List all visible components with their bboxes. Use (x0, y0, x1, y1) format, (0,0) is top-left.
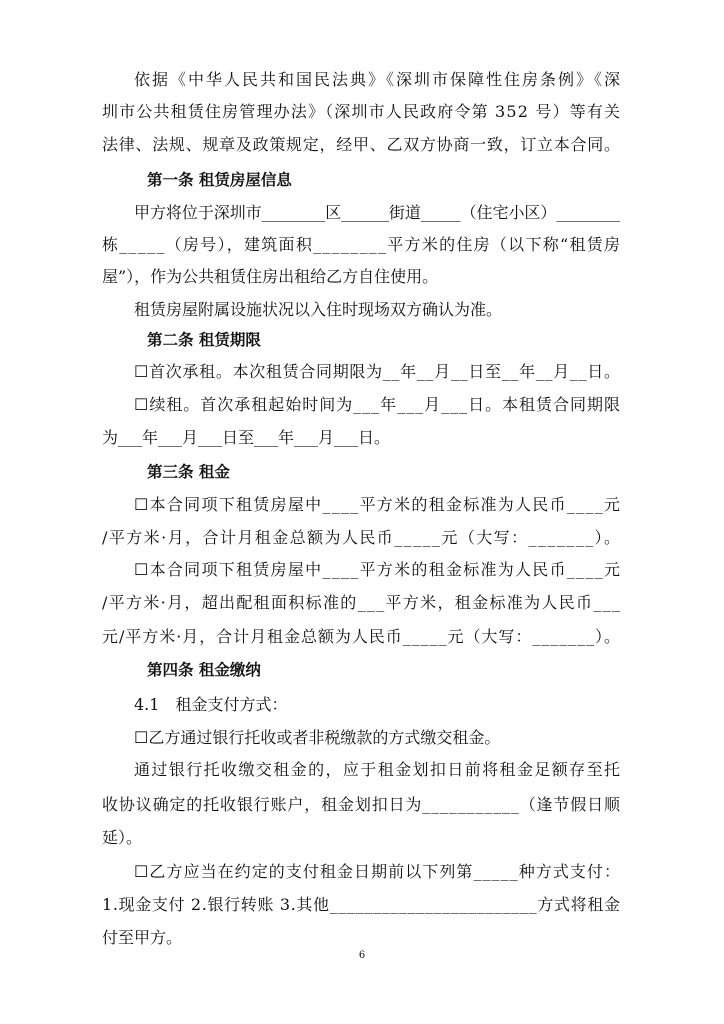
section-heading: 第三条 租金 (147, 463, 230, 481)
text-line: 法律、法规、规章及政策规定，经甲、乙双方协商一致，订立本合同。 (102, 135, 621, 154)
text-line: 4.1 租金支付方式： (134, 695, 288, 714)
text-line: ☐乙方应当在约定的支付租金日期前以下列第_____种方式支付： (134, 862, 622, 881)
text-line: ☐本合同项下租赁房屋中____平方米的租金标准为人民币____元 (134, 495, 622, 514)
text-line: 甲方将位于深圳市________区______街道_____（住宅小区）________ (134, 203, 620, 222)
page-number: 6 (358, 950, 366, 961)
text-line: 屋”），作为公共租赁住房出租给乙方自住使用。 (102, 267, 439, 286)
text-line: ☐本合同项下租赁房屋中____平方米的租金标准为人民币____元 (134, 560, 622, 579)
text-line: 延）。 (102, 828, 143, 847)
text-line: 为___年___月___日至___年___月___日。 (102, 428, 391, 447)
section-heading: 第一条 租赁房屋信息 (147, 171, 292, 189)
text-line: 圳市公共租赁住房管理办法》（深圳市人民政府令第 352 号）等有关 (102, 102, 622, 121)
text-line: ☐续租。首次承租起始时间为___年___月___日。本租赁合同期限 (134, 395, 621, 414)
text-line: /平方米·月，超出配租面积标准的___平方米，租金标准为人民币___ (102, 593, 622, 612)
text-line: /平方米·月，合计月租金总额为人民币_____元（大写：_______）。 (102, 528, 622, 547)
text-line: 栋_____（房号），建筑面积________平方米的住房（以下称“租赁房 (102, 235, 622, 254)
text-line: 1.现金支付 2.银行转账 3.其他________________________方式将租金 (102, 895, 621, 914)
text-line: ☐乙方通过银行托收或者非税缴款的方式缴交租金。 (134, 728, 501, 747)
text-line: 收协议确定的托收银行账户，租金划扣日为___________（逢节假日顺 (102, 795, 621, 814)
text-line: 付至甲方。 (102, 928, 183, 947)
section-heading: 第二条 租赁期限 (147, 331, 261, 349)
text-line: ☐首次承租。本次租赁合同期限为__年__月__日至__年__月__日。 (134, 362, 621, 381)
text-line: 元/平方米·月，合计月租金总额为人民币_____元（大写：_______）。 (102, 627, 621, 646)
text-line: 依据《中华人民共和国民法典》《深圳市保障性住房条例》《深 (134, 70, 622, 89)
text-line: 租赁房屋附属设施状况以入住时现场双方确认为准。 (134, 300, 503, 319)
text-line: 通过银行托收缴交租金的，应于租金划扣日前将租金足额存至托 (134, 760, 622, 779)
section-heading: 第四条 租金缴纳 (147, 661, 261, 679)
